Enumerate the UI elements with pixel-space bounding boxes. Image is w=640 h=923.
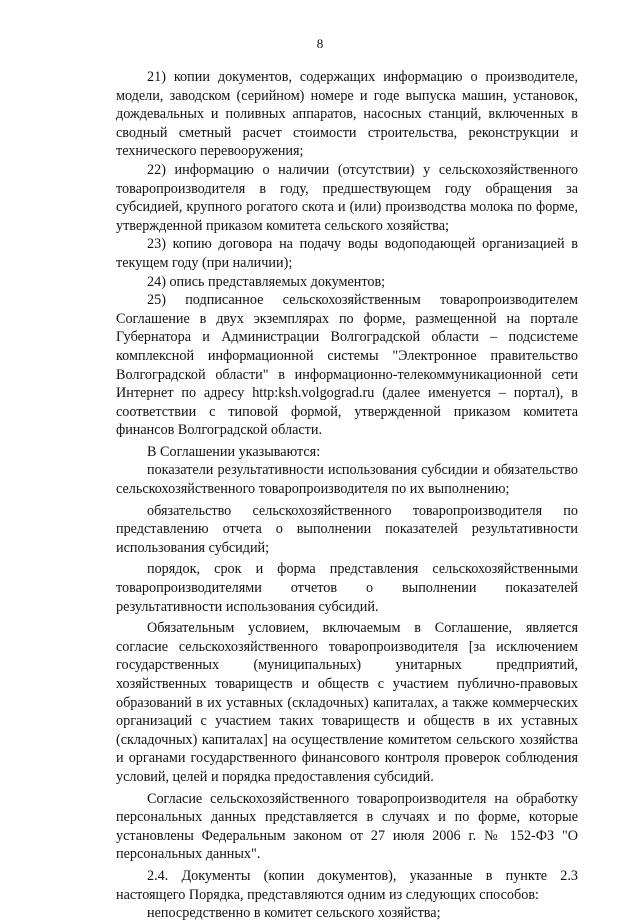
- paragraph-agreement-report-obligation: обязательство сельскохозяйственного товаропроизводителя по представлению отчета о выполнении показателей результативности использования субсидий;: [116, 502, 578, 556]
- paragraph-item-22: 22) информацию о наличии (отсутствии) у сельскохозяйственного товаропроизводителя в году, предшествующем году обращения за субсидией, крупного рогатого скота и (или) производства молока по форме, утвержденной приказом комитета сельского хозяйства;: [116, 161, 578, 234]
- paragraph-agreement-report-procedure: порядок, срок и форма представления сельскохозяйственными товаропроизводителями отчетов о выполнении показателей результативности использования субсидий.: [116, 561, 578, 615]
- paragraph-agreement-indicators: показатели результативности использования субсидии и обязательство сельскохозяйственного товаропроизводителя по их выполнению;: [116, 462, 578, 498]
- paragraph-item-24: 24) опись представляемых документов;: [147, 273, 386, 290]
- paragraph-mandatory-condition: Обязательным условием, включаемым в Соглашение, является согласие сельскохозяйственного товаропроизводителя [за исключением государственных (муниципальных) унитарных предприятий, хозяйственных товариществ и обществ с участием публично-правовых образований в их уставных (складочных) капиталах, а также коммерческих организаций с участием таких товариществ и обществ в их уставных (складочных) капиталах] на осуществление комитетом сельского хозяйства и органами государственного финансового контроля проверок соблюдения условий, целей и порядка предоставления субсидий.: [116, 620, 578, 785]
- paragraph-agreement-intro: В Соглашении указываются:: [147, 443, 321, 460]
- paragraph-item-21: 21) копии документов, содержащих информацию о производителе, модели, заводском (серийном) номере и годе выпуска машин, установок, дождевальных и поливных аппаратов, насосных станций, включенных в сводный сметный расчет стоимости строительства, реконструкции и технического перевооружения;: [116, 69, 578, 160]
- paragraph-section-2-4: 2.4. Документы (копии документов), указанные в пункте 2.3 настоящего Порядка, представляются одним из следующих способов:: [116, 867, 578, 903]
- paragraph-submission-method-direct: непосредственно в комитет сельского хозяйства;: [147, 905, 441, 922]
- page-number: 8: [316, 36, 324, 51]
- paragraph-personal-data-consent: Согласие сельскохозяйственного товаропроизводителя на обработку персональных данных представляется в случаях и по форме, которые установлены Федеральным законом от 27 июля 2006 г. № 152-ФЗ "О персональных данных".: [116, 790, 578, 863]
- paragraph-item-25: 25) подписанное сельскохозяйственным товаропроизводителем Соглашение в двух экземплярах по форме, размещенной на портале Губернатора и Администрации Волгоградской области – подсистеме комплексной информационной системы "Электронное правительство Волгоградской области" в информационно-телекоммуникационной сети Интернет по адресу http:ksh.volgograd.ru (далее именуется – портал), в соответствии с типовой формой, утвержденной приказом комитета финансов Волгоградской области.: [116, 292, 578, 439]
- document-body: [116, 68, 578, 923]
- paragraph-item-23: 23) копию договора на подачу воды водоподающей организацией в текущем году (при наличии);: [116, 236, 578, 271]
